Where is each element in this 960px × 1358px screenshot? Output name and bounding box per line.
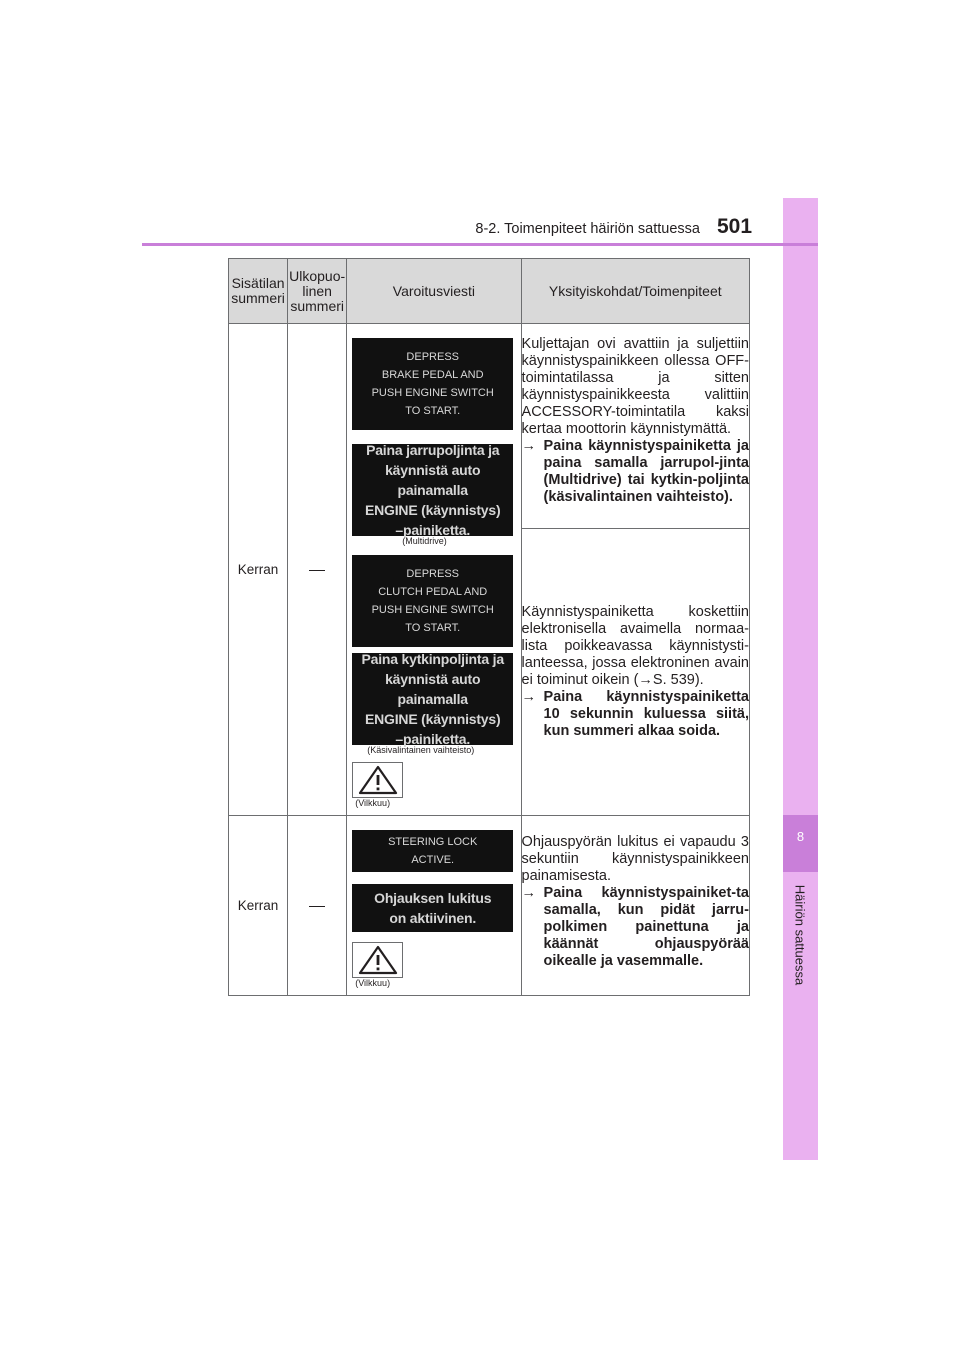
interior-buzzer-cell — [229, 324, 288, 816]
action-text: Paina käynnistyspainiket-ta samalla, kun pidät jarru-polkimen painettuna ja käännät ohjauspyörää oikealle ja vasemmalle. — [543, 885, 749, 969]
action-item — [522, 438, 749, 506]
message-panel-clutch-fi: Paina kytkinpoljinta ja käynnistä auto painamalla ENGINE (käynnistys) –painiketta. — [352, 653, 513, 745]
warning-triangle-icon — [352, 942, 403, 978]
arrow-icon: → — [521, 689, 537, 706]
header-warning-message: Varoitusviesti — [347, 259, 521, 324]
caption-blink: (Vilkkuu) — [355, 978, 391, 988]
message-panel-clutch-en: DEPRESS CLUTCH PEDAL AND PUSH ENGINE SWITCH TO START. — [352, 555, 513, 647]
details-cell-c — [521, 816, 749, 996]
warning-table — [228, 258, 750, 996]
table-header-row — [229, 259, 750, 324]
interior-buzzer-value: Kerran — [237, 562, 279, 577]
action-item — [522, 689, 749, 740]
caption-multidrive: (Multidrive) — [402, 536, 447, 546]
table-row — [229, 324, 750, 529]
dash-mark — [309, 570, 325, 571]
message-panel-steering-en: STEERING LOCK ACTIVE. — [352, 830, 513, 872]
header-rule — [142, 243, 818, 246]
chapter-label: Häiriön sattuessa — [792, 884, 808, 986]
details-text: Ohjauspyörän lukitus ei vapaudu 3 sekuntiin käynnistyspainikkeen painamisesta. — [521, 834, 749, 884]
section-title: 8-2. Toimenpiteet häiriön sattuessa — [475, 221, 700, 237]
header-details: Yksityiskohdat/Toimenpiteet — [521, 259, 749, 324]
dash-mark — [309, 906, 325, 907]
header-interior-buzzer: Sisätilan summeri — [229, 259, 288, 324]
details-text: Kuljettajan ovi avattiin ja suljettiin käynnistyspainikkeen ollessa OFF-toimintatilassa ja sitten käynnistyspainikkeesta valittiin ACCESSORY-toimintatila kaksi kertaa moottorin käynnistymättä. — [521, 336, 749, 437]
arrow-icon: → — [521, 438, 537, 454]
action-item — [522, 885, 749, 970]
page-number: 501 — [717, 215, 753, 238]
chapter-number: 8 — [796, 829, 805, 844]
table-row — [229, 816, 750, 996]
message-panel-brake-en: DEPRESS BRAKE PEDAL AND PUSH ENGINE SWITCH TO START. — [352, 338, 513, 430]
exterior-buzzer-cell — [288, 816, 347, 996]
caption-blink: (Vilkkuu) — [355, 798, 391, 808]
details-text: Käynnistyspainiketta koskettiin elektronisella avaimella normaa-lista poikkeavassa käynnistysti-lanteessa, jossa elektroninen avain ei toiminut oikein (→S. 539). — [521, 604, 749, 689]
chapter-side-tab — [783, 198, 818, 1160]
arrow-icon: → — [521, 885, 537, 901]
action-text: Paina käynnistyspainiketta ja paina samalla jarrupol-jinta (Multidrive) tai kytkin-poljinta (käsivalintainen vaihteisto). — [543, 438, 749, 505]
warning-message-cell — [347, 324, 521, 816]
message-panel-steering-fi: Ohjauksen lukitus on aktiivinen. — [352, 884, 513, 932]
action-text: Paina käynnistyspainiketta 10 sekunnin kuluessa siitä, kun summeri alkaa soida. — [543, 689, 749, 740]
header-exterior-buzzer: Ulkopuo- linen summeri — [288, 259, 347, 324]
exterior-buzzer-cell — [288, 324, 347, 816]
details-cell-a — [521, 324, 749, 529]
interior-buzzer-value: Kerran — [237, 898, 279, 913]
details-cell-b — [521, 529, 749, 816]
caption-manual: (Käsivalintainen vaihteisto) — [367, 745, 475, 755]
warning-triangle-icon — [352, 762, 403, 798]
warning-message-cell — [347, 816, 521, 996]
interior-buzzer-cell — [229, 816, 288, 996]
message-panel-brake-fi: Paina jarrupoljinta ja käynnistä auto painamalla ENGINE (käynnistys) –painiketta. — [352, 444, 513, 536]
